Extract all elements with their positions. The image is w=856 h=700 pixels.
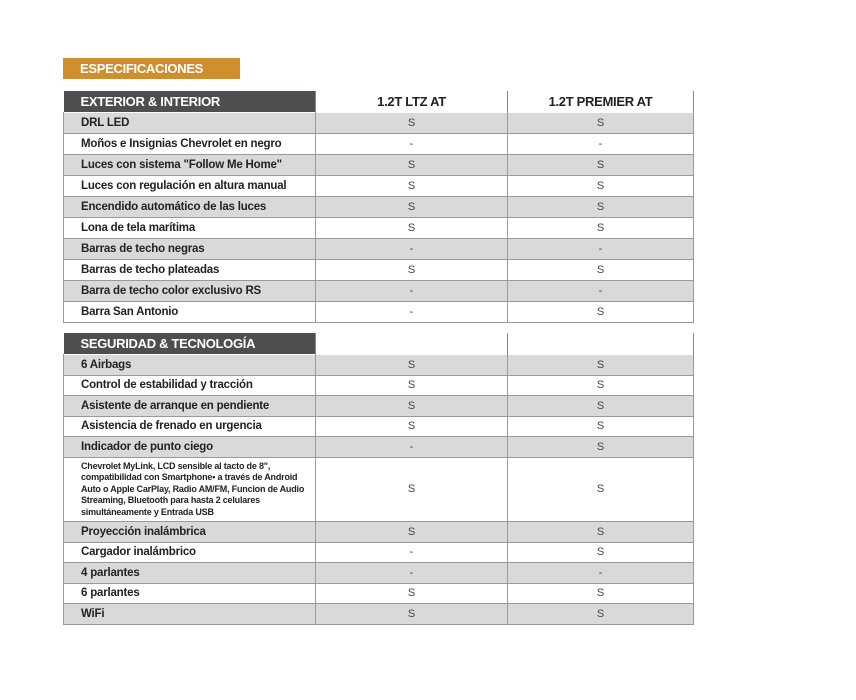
premier-value: S: [508, 396, 694, 417]
feature-label: WiFi: [64, 604, 316, 625]
table-row: [64, 542, 694, 563]
feature-label: Encendido automático de las luces: [64, 197, 316, 218]
ltz-value: S: [316, 218, 508, 239]
premier-value: S: [508, 542, 694, 563]
feature-label: Asistente de arranque en pendiente: [64, 396, 316, 417]
exterior-interior-table: [63, 91, 694, 323]
ltz-value: S: [316, 396, 508, 417]
premier-value: S: [508, 113, 694, 134]
table-row: [64, 437, 694, 458]
table-row: [64, 416, 694, 437]
premier-value: S: [508, 375, 694, 396]
model-header-empty: [508, 333, 694, 355]
table-row: [64, 260, 694, 281]
premier-value: S: [508, 176, 694, 197]
feature-label: 6 parlantes: [64, 583, 316, 604]
feature-label: 4 parlantes: [64, 563, 316, 584]
table-row: [64, 375, 694, 396]
model-header-premier: 1.2T PREMIER AT: [508, 91, 694, 113]
ltz-value: S: [316, 113, 508, 134]
feature-label: Asistencia de frenado en urgencia: [64, 416, 316, 437]
table-row: [64, 239, 694, 260]
premier-value: -: [508, 563, 694, 584]
specifications-title: ESPECIFICACIONES: [63, 58, 240, 79]
table-row: [64, 218, 694, 239]
table-row: [64, 134, 694, 155]
ltz-value: S: [316, 260, 508, 281]
table-row: [64, 457, 694, 522]
ltz-value: -: [316, 239, 508, 260]
premier-value: S: [508, 155, 694, 176]
feature-label: Luces con sistema "Follow Me Home": [64, 155, 316, 176]
ltz-value: S: [316, 355, 508, 376]
ltz-value: -: [316, 302, 508, 323]
section-heading: SEGURIDAD & TECNOLOGÍA: [64, 333, 316, 355]
model-header-ltz: 1.2T LTZ AT: [316, 91, 508, 113]
ltz-value: -: [316, 134, 508, 155]
ltz-value: S: [316, 522, 508, 543]
table-row: [64, 281, 694, 302]
premier-value: S: [508, 302, 694, 323]
ltz-value: S: [316, 583, 508, 604]
feature-label: Barra San Antonio: [64, 302, 316, 323]
premier-value: S: [508, 197, 694, 218]
feature-label: Lona de tela marítima: [64, 218, 316, 239]
ltz-value: S: [316, 197, 508, 218]
section-heading: EXTERIOR & INTERIOR: [64, 91, 316, 113]
table-row: [64, 604, 694, 625]
feature-label: Barra de techo color exclusivo RS: [64, 281, 316, 302]
table-row: [64, 522, 694, 543]
premier-value: -: [508, 134, 694, 155]
ltz-value: S: [316, 176, 508, 197]
table-row: [64, 583, 694, 604]
ltz-value: -: [316, 542, 508, 563]
table-row: [64, 355, 694, 376]
premier-value: S: [508, 583, 694, 604]
premier-value: S: [508, 218, 694, 239]
seguridad-tecnologia-table: [63, 333, 694, 625]
feature-label: Cargador inalámbrico: [64, 542, 316, 563]
table-row: [64, 155, 694, 176]
ltz-value: -: [316, 281, 508, 302]
ltz-value: S: [316, 155, 508, 176]
feature-label: Barras de techo negras: [64, 239, 316, 260]
feature-label: Luces con regulación en altura manual: [64, 176, 316, 197]
table-row: [64, 302, 694, 323]
premier-value: -: [508, 239, 694, 260]
premier-value: S: [508, 604, 694, 625]
ltz-value: S: [316, 604, 508, 625]
table-row: [64, 176, 694, 197]
ltz-value: S: [316, 416, 508, 437]
feature-label: 6 Airbags: [64, 355, 316, 376]
premier-value: -: [508, 281, 694, 302]
table-row: [64, 113, 694, 134]
premier-value: S: [508, 355, 694, 376]
feature-label: DRL LED: [64, 113, 316, 134]
ltz-value: S: [316, 375, 508, 396]
premier-value: S: [508, 457, 694, 522]
feature-label: Control de estabilidad y tracción: [64, 375, 316, 396]
premier-value: S: [508, 416, 694, 437]
table-row: [64, 396, 694, 417]
table-row: [64, 197, 694, 218]
ltz-value: -: [316, 437, 508, 458]
feature-label: Proyección inalámbrica: [64, 522, 316, 543]
feature-label: Barras de techo plateadas: [64, 260, 316, 281]
premier-value: S: [508, 260, 694, 281]
model-header-empty: [316, 333, 508, 355]
feature-label: Chevrolet MyLink, LCD sensible al tacto de 8", compatibilidad con Smartphone• a través de Android Auto o Apple CarPlay, Radio AM/FM, Funcion de Audio Streaming, Bluetooth para hasta 2 celulares simultáneamente y Entrada USB: [64, 457, 316, 522]
premier-value: S: [508, 522, 694, 543]
feature-label: Moños e Insignias Chevrolet en negro: [64, 134, 316, 155]
feature-label: Indicador de punto ciego: [64, 437, 316, 458]
premier-value: S: [508, 437, 694, 458]
ltz-value: -: [316, 563, 508, 584]
table-row: [64, 563, 694, 584]
ltz-value: S: [316, 457, 508, 522]
